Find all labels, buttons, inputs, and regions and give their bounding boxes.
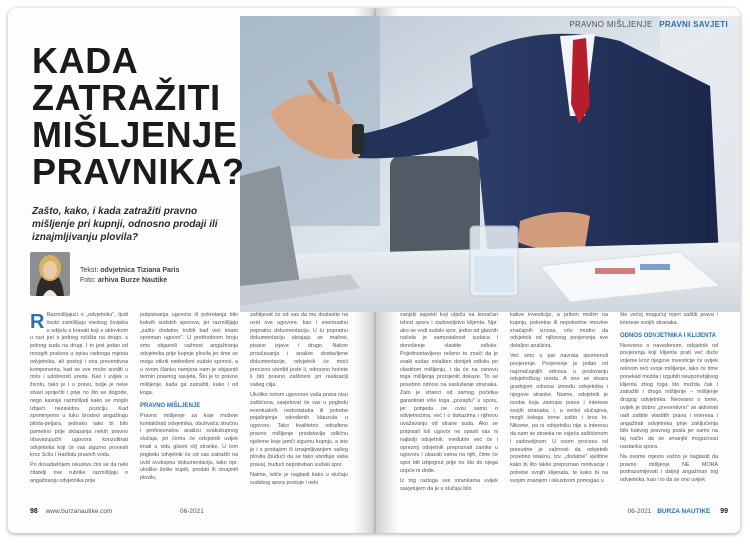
paragraph: Neovisno o navedenom, odvjetnik od povjerenja koji klijenta prati već duže vrijeme kroz njegove investicije će uvijek reknom reći svoje mišljenje, iako će time ponekad možda i izgubiti neupotrebljivog klijenta zbog toga što možda čak i zatražiti i drugo mišljenje – mišljenje drugog odvjetnika. Neovisno o tome, uvijek je dobro „preventivno" se aktivirati radi zaštite vlastitih prava i interesa i angažirati odvjetnika prije zaključenja bilo kakvog pravnog posla jer samo na taj način da se smanjiti mogućnost nastanka spora. xyxy=(620,342,718,450)
paragraph: Iz tog razloga sve strankama uvijek savjetujem da je u slučaju bilo xyxy=(400,477,498,492)
issue-left: 06-2021 xyxy=(180,508,204,515)
title-line-4: PRAVNIKA? xyxy=(32,151,245,192)
paragraph: što većoj mogućoj mjeri zaštiti prava i interese svojih stranaka. xyxy=(620,312,718,326)
credit-photo-value: arhiva Burze Nautike xyxy=(97,277,168,284)
page-number-left: 98 xyxy=(30,508,38,515)
footer-left xyxy=(30,508,204,515)
paragraph: zahtijevat će od vas da mu dostavite na uvid sve ugovore, kao i eventualnu popratnu dokumentaciju. U tu popratnu dokumentaciju ubrajaju se mailovi, pisane izjave i drugo. Nakon proučavanja i analize dostavljene dokumentacije, odvjetnik će moći precizno utvrditi jeste li, odnosno hoćete li biti pravno zaštićeni pri realizaciji vašeg cilja. xyxy=(250,312,348,389)
text-column-5 xyxy=(510,312,608,502)
credit-text-value: odvjetnica Tiziana Paris xyxy=(100,267,180,274)
section-header xyxy=(569,20,728,29)
paragraph: potpisivanja ugovora ili pokretanja bilo kakvih sudskih sporova, jer razmišljaju „zašto dodatno trošiti kad već imam spreman ugovor". U prethodnom broju smo objasnili važnost angažiranja odvjetnika prije kupnje plovila jer time se mogu otkriti nedređeni sudski sporovi, a u ovom članku namjera nam je objasniti termin pravnog savjeta. Što je to pravno mišljenje, kada ga zatražiti, kako i od koga. xyxy=(140,312,238,396)
businessman-photo-illustration xyxy=(240,16,740,312)
title-line-3: MIŠLJENJE xyxy=(32,114,238,155)
article-title xyxy=(32,42,262,190)
text-column-2 xyxy=(140,312,238,502)
paragraph: Ukoliko netom ugovoron vaša prava nisu zaštićena, savjetovat će vas u pogledu eventualnih nedostataka ili potrebe pojašnjenja određenih klauzula u ugovoru. Tako kvalitetno odrađeno pravno mišljenje predstavlja odličnu njelerne koje jamči sigurnu kupnju, a isto je i s prodajom ili iznajmljivanjem vašeg plovila (budući da se tako utvrđuje vaša prava), budući nepotreban sudski spor. xyxy=(250,391,348,469)
text-column-3 xyxy=(250,312,348,502)
brand-name: BURZA NAUTIKE xyxy=(657,508,711,515)
text-column-1 xyxy=(30,312,128,502)
text-column-4 xyxy=(400,312,498,502)
article-lead: Zašto, kako, i kada zatražiti pravno mišljenje pri kupnji, odnosno prodaji ili iznajmljivanju plovila? xyxy=(32,206,218,243)
page-number-right: 99 xyxy=(720,508,728,515)
credit-text xyxy=(80,266,180,276)
drop-cap: R xyxy=(30,312,45,333)
credits xyxy=(80,266,180,286)
hero-photo xyxy=(240,16,740,312)
paragraph: kakve investicije, a pritom mislim na kupnju, pokretne ili nepokretne imovine značajnih iznosa, vrlo mudro da odvjetnik od njihovog povjerenja sve detaljno analizira. xyxy=(510,312,608,350)
subheading: PRAVNO MIŠLJENJE xyxy=(140,402,201,409)
author-portrait-icon xyxy=(30,252,70,296)
paragraph: vanjski aspekti koji utječu na konačan ishod spora i zadovoljstvo klijenta. Npr. ako se vodi sudski spor, jedno od glavnih načela je samostalnost sudaca i donošenje vlastite odluke. Pojednostavljeno rečeno to znači da je svaki sudac ovlašten donijeti odluku po vlastitom mišljenju, i da će na osnovu toga mišljenja procijeniti dokaze. To se posebno odnosi na saslušanje stranaka. Zato je stranci od samog početka garantirati više toga „pozajdu" u sporu, jer pobjeda ne ovisi samo o odvjetnicima, već i o dokazima i njihovu uvažavanju od strane suda. Ako se potpisali loš ugovor ne spasit vas ni najbolji odvjetnik, međutim već će i opreznij odvjetnik prepoznati zamke u ugovoru i ukazati vama na njih, čime će spor biti izbjegnut prije no što do njega uopće ni dođe. xyxy=(400,312,498,474)
section-sublabel: PRAVNI SAVJETI xyxy=(659,20,728,29)
website-link[interactable]: www.burzanautike.com xyxy=(45,508,113,515)
paragraph: Pravno mišljenje za koje možete kontaktirati odvjetnika, obuhvaća stručnu i profesionalnu analizu svakukupnog slučaja, pri čemu će odvjetnik uvijek imati u vidu glavni cilj stranke. U tom pogledu odvjetnik će od vas zatražiti na uvid svukupnu dokumentaciju, tako npr. ukoliko želite kupiti, prodati ili iznajmiti plovilo, xyxy=(140,412,238,482)
paragraph-text: Razmišljajući o „odvjetniku", ljudi često zamišljaju visokog čovjeka u odijelu s kravati koji s aktovkom u ruci juri s jednog ročišta na drugo, s jednog suda na drugi. I to jest jedan od mnogih poslova u opisu radnoga mjesta odvjetnika, ali postoji i ona preventivna komponenta, kad se sve može srediti u miru i udobnosti ureda. Kao i uvijek u životu, tako je i u pravu, bolje je neke stvari spriječiti i prije no što se dogode, nego kasnije razmišljati kako se moglo izbjeći nezavidnu poziciju. Kad spominjemo u luku brodovi angažiraju pilota-peljara, jednako tako bi bilo pametno prije sklapanja nekih pravno obavezujućih ugovora konzultirati odvjetnika koji će vas sigurno provesti kroz Scilu i Haribdu pravnih voda. xyxy=(30,312,128,459)
paragraph xyxy=(30,312,128,460)
footer-right xyxy=(628,508,728,515)
subheading: ODNOS ODVJETNIKA I KLIJENTA xyxy=(620,332,717,339)
credit-photo-label: Foto: xyxy=(80,277,96,284)
paragraph: Na ovome mjestu važno je naglasiti da pravno mišljenje NE MORA podrazumijevati i daljnji angažman tog odvjetnika, kao i to da se ono uvijek xyxy=(620,453,718,484)
title-line-2: ZATRAŽITI xyxy=(32,77,221,118)
paragraph: Već smo u par navrata spomenuli povjerenje. Povjerenje je jedan od najznačajnijih odnosa u poslovanju odvjetničkog ureda. A ono se stvara gradnjom odnosa između odvjetnika i njegove stranke. Naime, odvjetnik je osoba koja zastupa prava i interese svojih stranaka, i, u većini slučajeva, mogli kolega tome zašto i kroz to. Nikome, pa ni odvjetniku nije u interesu da nam se stranka ne osjeća zaštićenom i zadovoljnom. U ovom procesu od presudne je važnosti da odvjetnik posebno istaknu, tzv. „dodatne" vještine kako bi što lakše prepoznao motivacije i potrebe svojih klijenata, te kako bi na svojim znanjem i iskustvom pomogao u xyxy=(510,352,608,484)
credit-text-label: Tekst: xyxy=(80,267,99,274)
credit-photo xyxy=(80,276,180,286)
title-line-1: KADA xyxy=(32,40,139,81)
section-label: PRAVNO MIŠLJENJE xyxy=(569,20,653,29)
text-column-6 xyxy=(620,312,718,502)
issue-right: 06-2021 xyxy=(627,508,652,515)
author-portrait-svg xyxy=(30,252,70,296)
paragraph: Po dosadašnjem iskustvu čini se da neki čitatelji ove rubrike razmišljaju o angažiranju odvjetnika prije xyxy=(30,462,128,484)
paragraph: Naime, ističe je naglasti kako u slučaju sudskog spora postoje i neki xyxy=(250,471,348,486)
